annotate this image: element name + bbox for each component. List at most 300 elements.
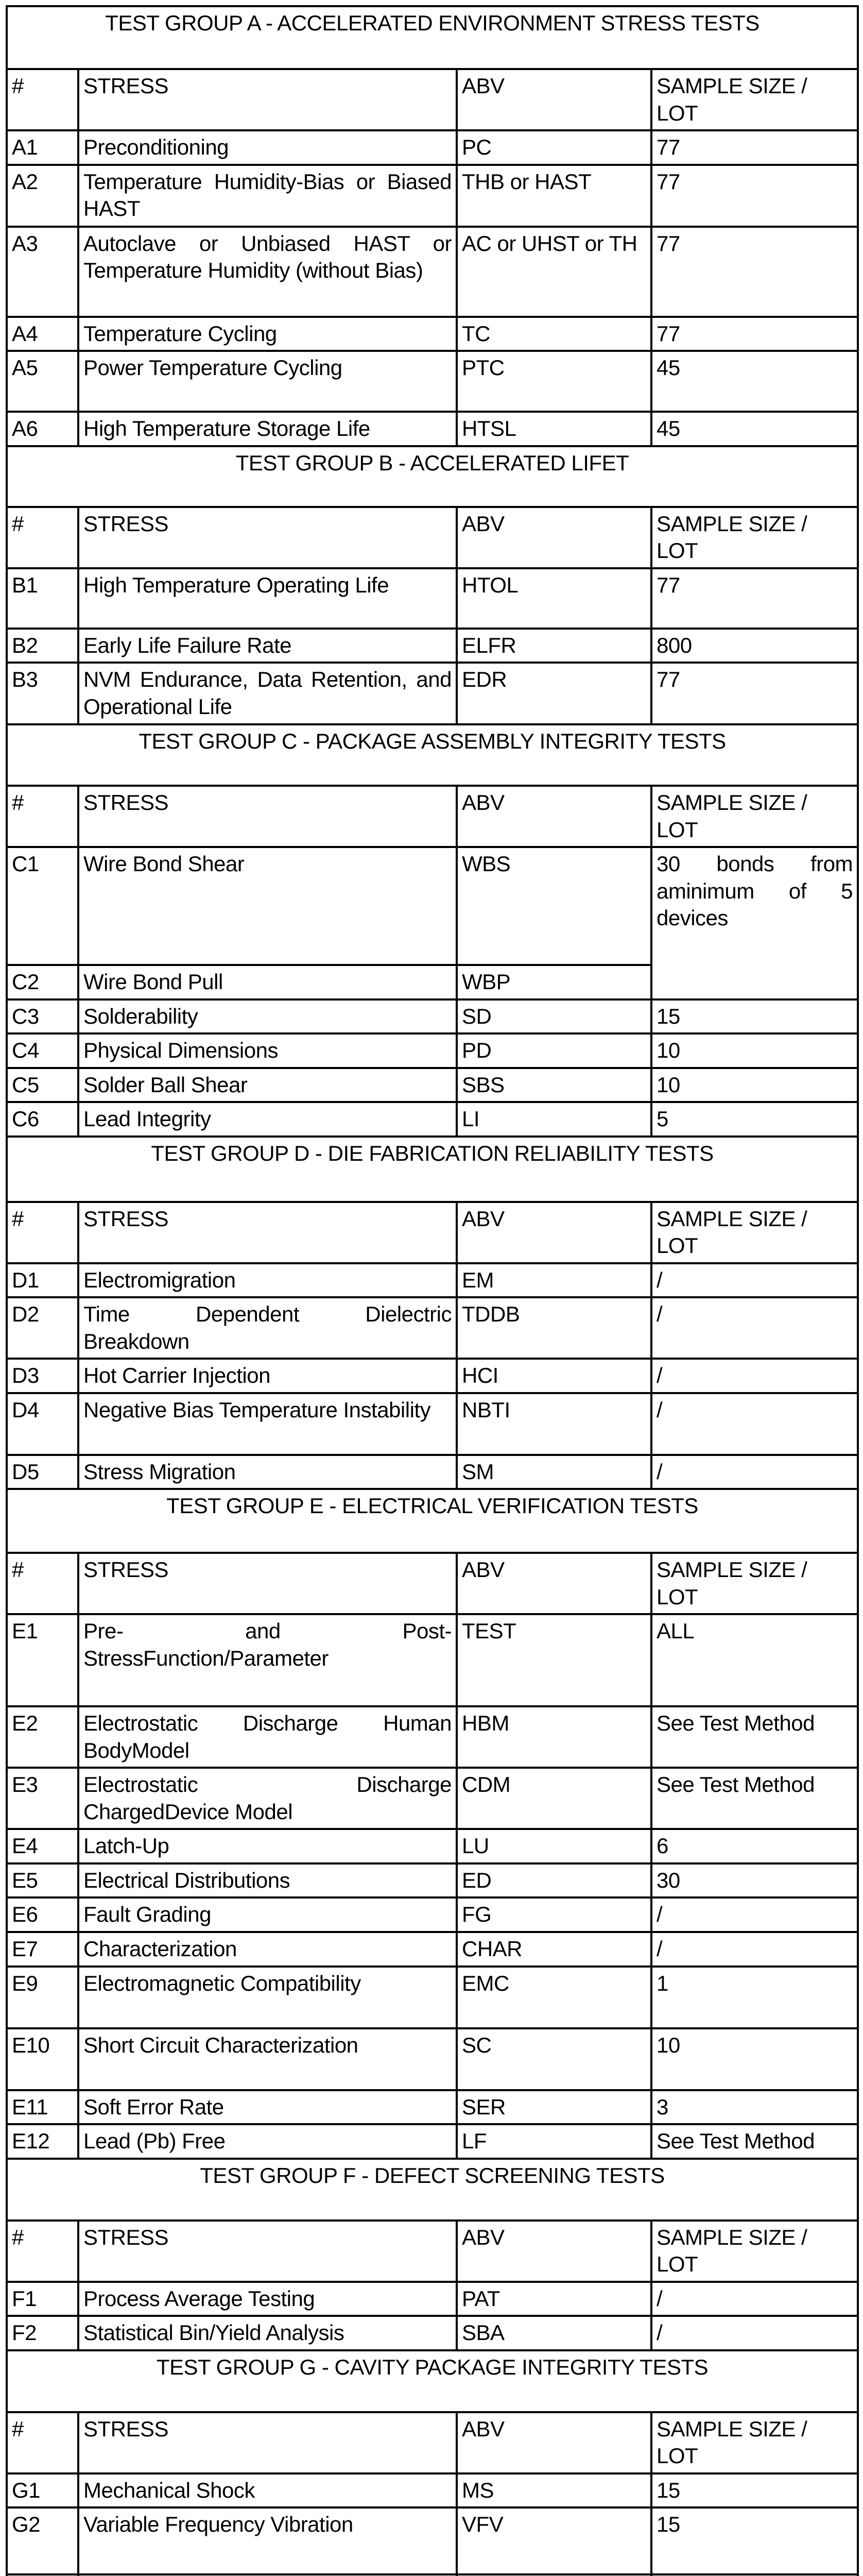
- row-id-cell: E9: [7, 1967, 78, 2028]
- column-header-sample: SAMPLE SIZE / LOT: [651, 1553, 858, 1614]
- sample-size-cell: [651, 1359, 858, 1393]
- abv-cell: LF: [457, 2124, 651, 2159]
- sample-size-cell: [651, 2473, 858, 2508]
- row-id-cell: A1: [7, 130, 78, 165]
- column-header-row: [7, 1553, 858, 1614]
- section-title-row: [7, 6, 858, 69]
- text-line: Temperature Humidity (without Bias): [83, 258, 423, 282]
- stress-cell: [78, 1263, 457, 1298]
- text-line: Fault Grading: [83, 1902, 211, 1926]
- abv-cell: ED: [457, 1863, 651, 1898]
- stress-cell: [78, 999, 457, 1034]
- text-line: BodyModel: [83, 1738, 189, 1762]
- row-id-cell: C3: [7, 999, 78, 1034]
- text-line: 15: [657, 1004, 680, 1028]
- column-header-num: #: [7, 2221, 78, 2282]
- sample-size-cell: [651, 2574, 858, 2576]
- row-id-cell: B1: [7, 568, 78, 629]
- table-row: [7, 1393, 858, 1455]
- sample-size-cell: [651, 1829, 858, 1863]
- stress-cell: [78, 629, 457, 663]
- text-line: Electrostatic Discharge Human: [83, 1711, 452, 1735]
- text-line: /: [657, 1459, 663, 1484]
- abv-cell: ELFR: [457, 629, 651, 663]
- abv-cell: NBTI: [457, 1393, 651, 1455]
- row-id-cell: A5: [7, 351, 78, 412]
- table-row: [7, 2282, 858, 2316]
- text-line: Physical Dimensions: [83, 1038, 278, 1062]
- row-id-cell: G2: [7, 2507, 78, 2574]
- stress-cell: [78, 1393, 457, 1455]
- text-line: Variable Frequency Vibration: [83, 2512, 353, 2536]
- column-header-row: [7, 507, 858, 568]
- abv-cell: SER: [457, 2090, 651, 2125]
- table-row: [7, 1863, 858, 1898]
- text-line: 10: [657, 1072, 680, 1097]
- abv-cell: FG: [457, 1897, 651, 1932]
- sample-size-cell: [651, 1068, 858, 1103]
- text-line: Operational Life: [83, 694, 232, 719]
- table-row: [7, 227, 858, 317]
- column-header-abv: ABV: [457, 1202, 651, 1263]
- sample-size-cell: [651, 165, 858, 227]
- table-row: [7, 663, 858, 724]
- row-id-cell: C4: [7, 1033, 78, 1068]
- stress-cell: [78, 1863, 457, 1898]
- table-row: [7, 1297, 858, 1359]
- text-line: /: [657, 1902, 663, 1926]
- column-header-num: #: [7, 786, 78, 847]
- text-line: Solderability: [83, 1004, 198, 1028]
- table-row: [7, 1263, 858, 1298]
- stress-cell: [78, 165, 457, 227]
- text-line: /: [657, 1302, 663, 1326]
- sample-size-cell: [651, 2316, 858, 2350]
- text-line: 10: [657, 1038, 680, 1062]
- row-id-cell: C6: [7, 1102, 78, 1137]
- table-row: [7, 165, 858, 227]
- sample-size-cell: [651, 568, 858, 629]
- row-id-cell: E3: [7, 1768, 78, 1829]
- text-line: Electromagnetic Compatibility: [83, 1971, 361, 1995]
- text-line: See Test Method: [657, 1711, 815, 1735]
- row-id-cell: D5: [7, 1455, 78, 1489]
- text-line: 77: [657, 321, 680, 346]
- text-line: /: [657, 1937, 663, 1961]
- stress-cell: [78, 1068, 457, 1103]
- section-title-row: [7, 724, 858, 786]
- sample-size-cell: [651, 2507, 858, 2574]
- abv-cell: THB or HAST: [457, 165, 651, 227]
- text-line: 77: [657, 231, 680, 256]
- sample-size-cell: [651, 1033, 858, 1068]
- text-line: Electrical Distributions: [83, 1868, 290, 1892]
- text-line: Stress Migration: [83, 1459, 236, 1484]
- text-line: /: [657, 1267, 663, 1292]
- sample-size-cell: [651, 663, 858, 724]
- sample-size-cell: [651, 1967, 858, 2028]
- stress-cell: [78, 2574, 457, 2576]
- row-id-cell: B2: [7, 629, 78, 663]
- section-title: TEST GROUP E - ELECTRICAL VERIFICATION TESTS: [7, 1489, 858, 1553]
- table-row: [7, 1102, 858, 1137]
- column-header-abv: ABV: [457, 2412, 651, 2473]
- column-header-num: #: [7, 1553, 78, 1614]
- sample-size-cell: [651, 2090, 858, 2125]
- text-line: 10: [657, 2032, 680, 2057]
- row-id-cell: E7: [7, 1932, 78, 1967]
- table-row: [7, 1359, 858, 1393]
- abv-cell: CHAR: [457, 1932, 651, 1967]
- text-line: Wire Bond Shear: [83, 852, 245, 876]
- table-row: [7, 2316, 858, 2350]
- abv-cell: HBM: [457, 1706, 651, 1768]
- table-row: [7, 2090, 858, 2125]
- row-id-cell: E6: [7, 1897, 78, 1932]
- column-header-sample: SAMPLE SIZE / LOT: [651, 2221, 858, 2282]
- text-line: Soft Error Rate: [83, 2094, 224, 2119]
- row-id-cell: E11: [7, 2090, 78, 2125]
- row-id-cell: E2: [7, 1706, 78, 1768]
- text-line: Pre- and Post-: [83, 1619, 452, 1643]
- table-row: [7, 2574, 858, 2576]
- row-id-cell: E10: [7, 2028, 78, 2090]
- stress-cell: [78, 317, 457, 351]
- row-id-cell: E5: [7, 1863, 78, 1898]
- row-id-cell: E4: [7, 1829, 78, 1863]
- column-header-row: [7, 2221, 858, 2282]
- table-row: [7, 1614, 858, 1706]
- column-header-abv: ABV: [457, 1553, 651, 1614]
- row-id-cell: D1: [7, 1263, 78, 1298]
- text-line: Electromigration: [83, 1267, 236, 1292]
- column-header-num: #: [7, 1202, 78, 1263]
- text-line: Lead Integrity: [83, 1107, 211, 1131]
- sample-size-cell: [651, 847, 858, 999]
- table-row: [7, 2473, 858, 2508]
- text-line: Short Circuit Characterization: [83, 2032, 358, 2057]
- text-line: 45: [657, 416, 680, 440]
- abv-cell: SD: [457, 999, 651, 1034]
- sample-size-cell: [651, 412, 858, 446]
- stress-cell: [78, 2507, 457, 2574]
- sample-size-cell: [651, 227, 858, 317]
- table-row: [7, 568, 858, 629]
- text-line: 15: [657, 2512, 680, 2536]
- column-header-row: [7, 2412, 858, 2473]
- column-header-row: [7, 786, 858, 847]
- abv-cell: WBP: [457, 965, 651, 999]
- abv-cell: MS: [457, 2473, 651, 2508]
- sample-size-cell: [651, 999, 858, 1034]
- section-title-row: [7, 2159, 858, 2221]
- section-title-row: [7, 446, 858, 507]
- table-row: [7, 1897, 858, 1932]
- section-title: TEST GROUP A - ACCELERATED ENVIRONMENT STRESS TESTS: [7, 6, 858, 69]
- text-line: Temperature Humidity-Bias or Biased: [83, 169, 452, 194]
- abv-cell: EMC: [457, 1967, 651, 2028]
- abv-cell: HTSL: [457, 412, 651, 446]
- table-row: [7, 317, 858, 351]
- row-id-cell: B3: [7, 663, 78, 724]
- section-title-row: [7, 1137, 858, 1202]
- column-header-abv: ABV: [457, 2221, 651, 2282]
- column-header-sample: SAMPLE SIZE / LOT: [651, 2412, 858, 2473]
- sample-size-cell: [651, 1614, 858, 1706]
- text-line: 1: [657, 1971, 668, 1995]
- stress-cell: [78, 2282, 457, 2316]
- stress-cell: [78, 412, 457, 446]
- abv-cell: SM: [457, 1455, 651, 1489]
- text-line: Time Dependent Dielectric: [83, 1302, 452, 1326]
- stress-cell: [78, 1829, 457, 1863]
- column-header-num: #: [7, 2412, 78, 2473]
- row-id-cell: A6: [7, 412, 78, 446]
- text-line: Negative Bias Temperature Instability: [83, 1397, 431, 1422]
- abv-cell: HTOL: [457, 568, 651, 629]
- table-row: [7, 999, 858, 1034]
- column-header-num: #: [7, 69, 78, 130]
- stress-cell: [78, 351, 457, 412]
- text-line: 77: [657, 169, 680, 194]
- row-id-cell: C5: [7, 1068, 78, 1103]
- text-line: /: [657, 1363, 663, 1387]
- sample-size-cell: [651, 351, 858, 412]
- section-title: TEST GROUP D - DIE FABRICATION RELIABILITY TESTS: [7, 1137, 858, 1202]
- text-line: 45: [657, 355, 680, 380]
- column-header-abv: ABV: [457, 786, 651, 847]
- column-header-sample: SAMPLE SIZE / LOT: [651, 1202, 858, 1263]
- text-line: Latch-Up: [83, 1834, 169, 1858]
- text-line: Autoclave or Unbiased HAST or: [83, 231, 452, 256]
- stress-cell: [78, 130, 457, 165]
- text-line: See Test Method: [657, 1772, 815, 1797]
- table-row: [7, 130, 858, 165]
- abv-cell: EDR: [457, 663, 651, 724]
- stress-cell: [78, 2028, 457, 2090]
- column-header-sample: SAMPLE SIZE / LOT: [651, 786, 858, 847]
- text-line: ChargedDevice Model: [83, 1799, 293, 1824]
- sample-size-cell: [651, 1768, 858, 1829]
- stress-cell: [78, 1897, 457, 1932]
- table-row: [7, 351, 858, 412]
- stress-cell: [78, 1614, 457, 1706]
- text-line: Hot Carrier Injection: [83, 1363, 270, 1387]
- section-title-row: [7, 2350, 858, 2412]
- abv-cell: CDM: [457, 1768, 651, 1829]
- text-line: Temperature Cycling: [83, 321, 277, 346]
- abv-cell: HCI: [457, 1359, 651, 1393]
- table-row: [7, 2507, 858, 2574]
- stress-cell: [78, 1706, 457, 1768]
- section-title: TEST GROUP G - CAVITY PACKAGE INTEGRITY TESTS: [7, 2350, 858, 2412]
- stress-cell: [78, 965, 457, 999]
- stress-cell: [78, 2090, 457, 2125]
- abv-cell: AC or UHST or TH: [457, 227, 651, 317]
- column-header-sample: SAMPLE SIZE / LOT: [651, 507, 858, 568]
- abv-cell: [457, 2574, 651, 2576]
- section-title: TEST GROUP C - PACKAGE ASSEMBLY INTEGRITY TESTS: [7, 724, 858, 786]
- abv-cell: SC: [457, 2028, 651, 2090]
- text-line: High Temperature Operating Life: [83, 572, 389, 597]
- abv-cell: PC: [457, 130, 651, 165]
- section-title-row: [7, 1489, 858, 1553]
- sample-size-cell: [651, 130, 858, 165]
- sample-size-cell: [651, 1706, 858, 1768]
- row-id-cell: D4: [7, 1393, 78, 1455]
- row-id-cell: C2: [7, 965, 78, 999]
- text-line: /: [657, 2286, 663, 2311]
- table-row: [7, 1455, 858, 1489]
- text-line: 30: [657, 1868, 680, 1892]
- text-line: 3: [657, 2094, 668, 2119]
- row-id-cell: A4: [7, 317, 78, 351]
- table-row: [7, 847, 858, 965]
- column-header-abv: ABV: [457, 69, 651, 130]
- abv-cell: SBA: [457, 2316, 651, 2350]
- text-line: 77: [657, 135, 680, 159]
- stress-cell: [78, 1768, 457, 1829]
- stress-cell: [78, 1102, 457, 1137]
- text-line: 77: [657, 572, 680, 597]
- text-line: Statistical Bin/Yield Analysis: [83, 2320, 344, 2345]
- sample-size-cell: [651, 1102, 858, 1137]
- stress-cell: [78, 1359, 457, 1393]
- sample-size-cell: [651, 1863, 858, 1898]
- text-line: Preconditioning: [83, 135, 229, 159]
- text-line: devices: [657, 906, 728, 930]
- test-table-body: [7, 6, 858, 2576]
- table-row: [7, 2124, 858, 2159]
- sample-size-cell: [651, 1297, 858, 1359]
- sample-size-cell: [651, 1393, 858, 1455]
- stress-cell: [78, 1033, 457, 1068]
- stress-cell: [78, 227, 457, 317]
- text-line: StressFunction/Parameter: [83, 1646, 329, 1670]
- table-row: [7, 1068, 858, 1103]
- column-header-stress: STRESS: [78, 1202, 457, 1263]
- text-line: ALL: [657, 1619, 695, 1643]
- sample-size-cell: [651, 2282, 858, 2316]
- section-title: TEST GROUP F - DEFECT SCREENING TESTS: [7, 2159, 858, 2221]
- sample-size-cell: [651, 1455, 858, 1489]
- column-header-stress: STRESS: [78, 507, 457, 568]
- text-line: Process Average Testing: [83, 2286, 315, 2311]
- abv-cell: VFV: [457, 2507, 651, 2574]
- text-line: High Temperature Storage Life: [83, 416, 370, 440]
- column-header-sample: SAMPLE SIZE / LOT: [651, 69, 858, 130]
- text-line: Mechanical Shock: [83, 2478, 255, 2502]
- text-line: Breakdown: [83, 1329, 189, 1353]
- sample-size-cell: [651, 2124, 858, 2159]
- abv-cell: PTC: [457, 351, 651, 412]
- column-header-row: [7, 1202, 858, 1263]
- column-header-stress: STRESS: [78, 69, 457, 130]
- text-line: 30 bonds from: [657, 852, 853, 876]
- row-id-cell: G1: [7, 2473, 78, 2508]
- abv-cell: PAT: [457, 2282, 651, 2316]
- table-row: [7, 1932, 858, 1967]
- row-id-cell: E12: [7, 2124, 78, 2159]
- text-line: 800: [657, 633, 692, 657]
- table-row: [7, 1706, 858, 1768]
- abv-cell: TDDB: [457, 1297, 651, 1359]
- stress-cell: [78, 1967, 457, 2028]
- stress-cell: [78, 847, 457, 965]
- abv-cell: SBS: [457, 1068, 651, 1103]
- stress-cell: [78, 2124, 457, 2159]
- sample-size-cell: [651, 1932, 858, 1967]
- column-header-stress: STRESS: [78, 2221, 457, 2282]
- row-id-cell: D2: [7, 1297, 78, 1359]
- text-line: See Test Method: [657, 2129, 815, 2153]
- stress-cell: [78, 2316, 457, 2350]
- row-id-cell: F2: [7, 2316, 78, 2350]
- sample-size-cell: [651, 2028, 858, 2090]
- text-line: Early Life Failure Rate: [83, 633, 292, 657]
- text-line: 5: [657, 1107, 668, 1131]
- column-header-stress: STRESS: [78, 1553, 457, 1614]
- stress-cell: [78, 1932, 457, 1967]
- text-line: HAST: [83, 196, 141, 221]
- row-id-cell: E1: [7, 1614, 78, 1706]
- stress-cell: [78, 1297, 457, 1359]
- abv-cell: WBS: [457, 847, 651, 965]
- row-id-cell: A3: [7, 227, 78, 317]
- text-line: Wire Bond Pull: [83, 970, 223, 994]
- sample-size-cell: [651, 317, 858, 351]
- column-header-stress: STRESS: [78, 786, 457, 847]
- stress-cell: [78, 1455, 457, 1489]
- text-line: 15: [657, 2478, 680, 2502]
- abv-cell: TEST: [457, 1614, 651, 1706]
- abv-cell: LI: [457, 1102, 651, 1137]
- row-id-cell: C1: [7, 847, 78, 965]
- table-row: [7, 1829, 858, 1863]
- column-header-stress: STRESS: [78, 2412, 457, 2473]
- text-line: Lead (Pb) Free: [83, 2129, 226, 2153]
- sample-size-cell: [651, 629, 858, 663]
- stress-cell: [78, 568, 457, 629]
- table-row: [7, 1967, 858, 2028]
- text-line: Power Temperature Cycling: [83, 355, 342, 380]
- text-line: 6: [657, 1834, 668, 1858]
- table-row: [7, 1033, 858, 1068]
- column-header-abv: ABV: [457, 507, 651, 568]
- row-id-cell: F1: [7, 2282, 78, 2316]
- table-row: [7, 412, 858, 446]
- column-header-row: [7, 69, 858, 130]
- row-id-cell: D3: [7, 1359, 78, 1393]
- sample-size-cell: [651, 1263, 858, 1298]
- abv-cell: TC: [457, 317, 651, 351]
- table-row: [7, 2028, 858, 2090]
- row-id-cell: [7, 2574, 78, 2576]
- test-table: [6, 5, 859, 2576]
- stress-cell: [78, 663, 457, 724]
- column-header-num: #: [7, 507, 78, 568]
- section-title: TEST GROUP B - ACCELERATED LIFET: [7, 446, 858, 507]
- text-line: 77: [657, 667, 680, 691]
- text-line: NVM Endurance, Data Retention, and: [83, 667, 452, 691]
- abv-cell: EM: [457, 1263, 651, 1298]
- stress-cell: [78, 2473, 457, 2508]
- text-line: /: [657, 2320, 663, 2345]
- text-line: aminimum of 5: [657, 878, 853, 903]
- text-line: Characterization: [83, 1937, 237, 1961]
- text-line: /: [657, 1397, 663, 1422]
- text-line: Solder Ball Shear: [83, 1072, 248, 1097]
